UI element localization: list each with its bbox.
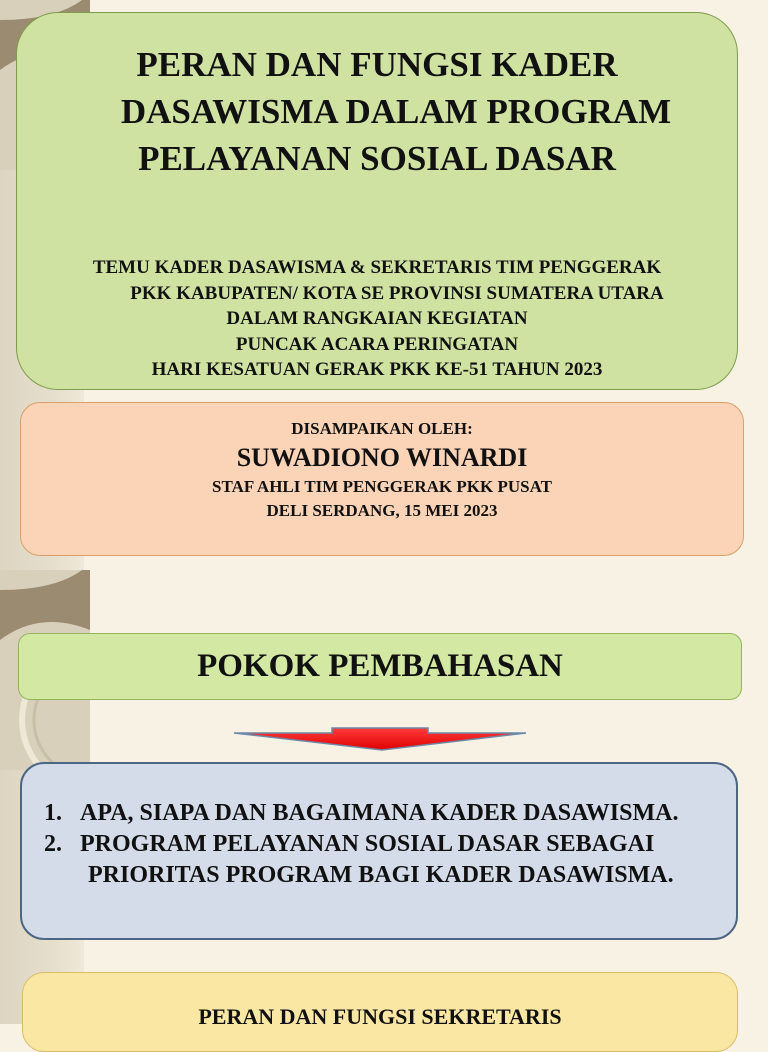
- topics-list-box: [20, 762, 738, 940]
- list-number: 2.: [44, 831, 62, 857]
- down-arrow-icon: [232, 725, 528, 755]
- place-date: DELI SERDANG, 15 MEI 2023: [266, 501, 498, 520]
- presenter-label: DISAMPAIKAN OLEH:: [291, 419, 473, 438]
- presenter-position: STAF AHLI TIM PENGGERAK PKK PUSAT: [212, 477, 552, 496]
- list-text: APA, SIAPA DAN BAGAIMANA KADER DASAWISMA.: [80, 800, 679, 826]
- bottom-heading: PERAN DAN FUNGSI SEKRETARIS: [198, 1004, 562, 1029]
- bottom-section-box: [22, 972, 738, 1052]
- event-description: [17, 255, 737, 383]
- subtitle-line: PUNCAK ACARA PERINGATAN: [235, 333, 519, 355]
- main-title: [17, 41, 737, 182]
- title-line: PERAN DAN FUNGSI KADER: [136, 45, 618, 84]
- title-line: DASAWISMA DALAM PROGRAM: [120, 92, 672, 131]
- list-item: [44, 829, 736, 860]
- presenter-name: SUWADIONO WINARDI: [236, 443, 528, 472]
- title-line: PELAYANAN SOSIAL DASAR: [138, 139, 616, 178]
- pokok-heading: POKOK PEMBAHASAN: [197, 648, 563, 684]
- subtitle-line: TEMU KADER DASAWISMA & SEKRETARIS TIM PENGGERAK: [92, 257, 662, 278]
- list-text: PROGRAM PELAYANAN SOSIAL DASAR SEBAGAI: [80, 831, 655, 857]
- subtitle-line: HARI KESATUAN GERAK PKK KE-51 TAHUN 2023: [151, 359, 603, 380]
- list-number: 1.: [44, 800, 62, 826]
- subtitle-line: PKK KABUPATEN/ KOTA SE PROVINSI SUMATERA UTARA: [130, 282, 664, 304]
- list-text-continued: PRIORITAS PROGRAM BAGI KADER DASAWISMA.: [88, 862, 674, 888]
- presenter-box: [20, 402, 744, 556]
- title-box: [16, 12, 738, 390]
- pokok-heading-box: [18, 633, 742, 700]
- list-item: [44, 798, 736, 829]
- subtitle-line: DALAM RANGKAIAN KEGIATAN: [226, 308, 528, 329]
